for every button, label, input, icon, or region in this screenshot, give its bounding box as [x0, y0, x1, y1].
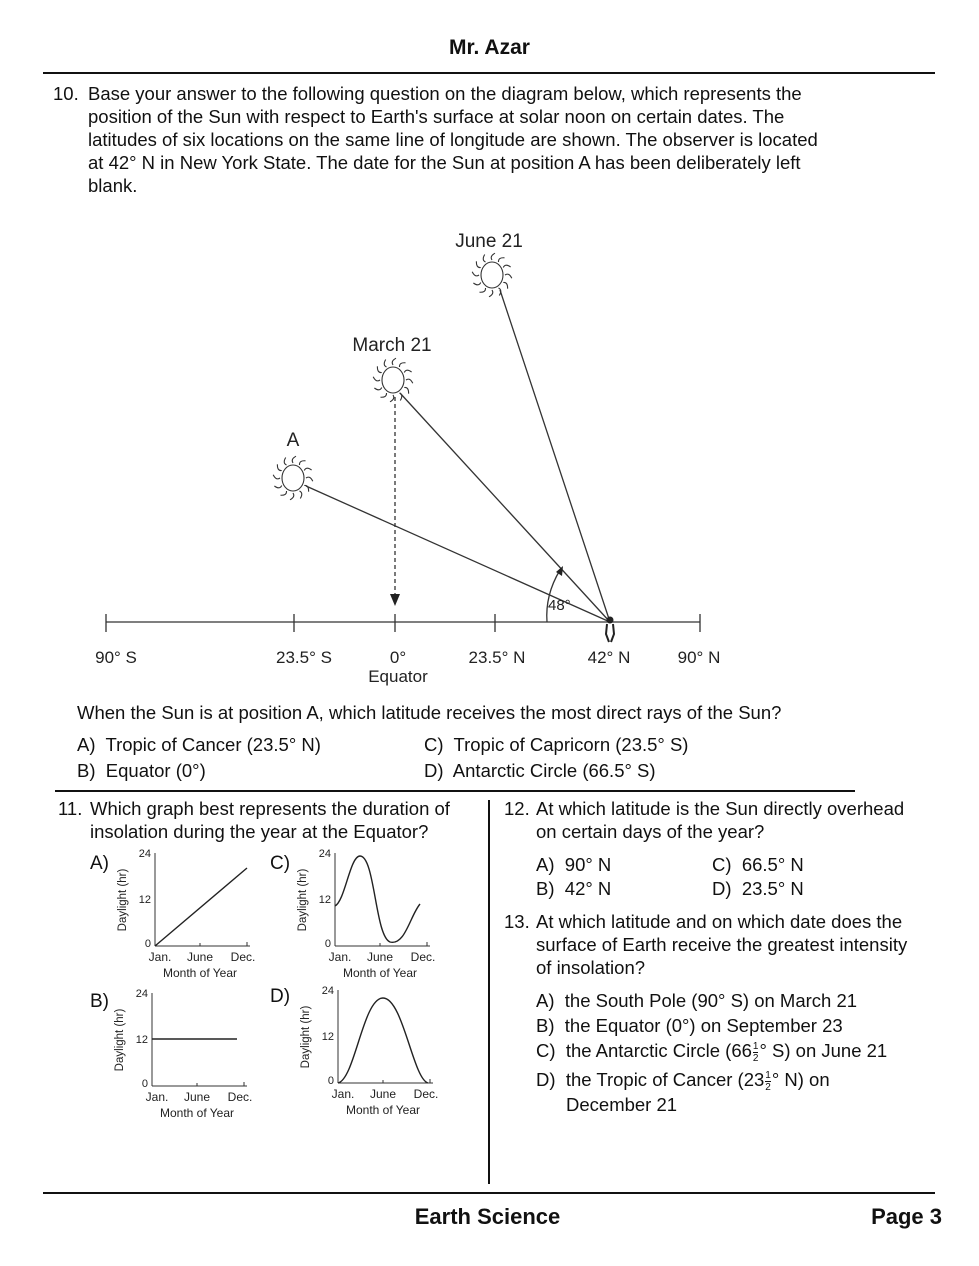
q12-option-c[interactable]: [712, 853, 804, 876]
fraction-numerator: 1: [765, 1069, 771, 1081]
option-c[interactable]: [424, 733, 688, 756]
graph-option-d[interactable]: D): [270, 986, 291, 1007]
lat-label: 23.5° N: [468, 648, 526, 667]
fraction-denominator: 2: [752, 1052, 759, 1064]
y-axis-label: Daylight (hr): [297, 868, 309, 932]
q13-option-c[interactable]: [536, 1039, 887, 1064]
y-tick-label: 24: [321, 985, 334, 997]
q12-option-d[interactable]: [712, 877, 804, 900]
question-13: [504, 910, 907, 979]
y-tick-label: 12: [321, 1031, 334, 1043]
x-axis-label: Month of Year: [162, 966, 238, 980]
option-text: 66.5° N: [741, 854, 804, 875]
y-tick-label: 24: [135, 988, 148, 1000]
y-tick-label: 0: [144, 938, 151, 950]
question-10-prompt: When the Sun is at position A, which latitude receives the most direct rays of the Sun?: [77, 702, 782, 723]
option-text: 42° N: [564, 878, 612, 899]
question-text-line: latitudes of six locations on the same line of longitude are shown. The observer is located: [88, 129, 818, 150]
option-letter: D): [712, 878, 732, 899]
q12-option-a[interactable]: [536, 853, 611, 876]
y-tick-label: 12: [135, 1034, 148, 1046]
lat-label: 90° N: [677, 648, 721, 667]
question-text-line: surface of Earth receive the greatest intensity: [536, 934, 908, 955]
option-letter: A): [77, 734, 96, 755]
option-d[interactable]: [424, 759, 656, 782]
question-number: 11.: [58, 798, 83, 819]
option-letter: A): [536, 854, 555, 875]
lat-label: 0°: [389, 648, 407, 667]
y-tick-label: 0: [327, 1075, 334, 1087]
footer-divider: [43, 1192, 935, 1194]
option-letter: B): [536, 1015, 555, 1036]
q13-option-a[interactable]: [536, 989, 857, 1012]
option-a[interactable]: [77, 733, 321, 756]
question-number: 12.: [504, 798, 530, 819]
fraction-numerator: 1: [752, 1040, 759, 1052]
y-axis-label: Daylight (hr): [117, 868, 129, 932]
x-tick-label: Jan.: [148, 950, 172, 964]
option-text: the Tropic of Cancer (23: [565, 1069, 765, 1090]
option-letter: B): [77, 760, 96, 781]
option-text: Tropic of Capricorn (23.5° S): [453, 734, 689, 755]
option-text: Equator (0°): [105, 760, 206, 781]
option-letter: C): [536, 1040, 556, 1061]
x-tick-label: Dec.: [413, 1087, 439, 1101]
sun-june21-icon: [472, 253, 512, 297]
option-text: December 21: [566, 1093, 678, 1115]
y-tick-label: 0: [324, 938, 331, 950]
fraction-denominator: 2: [765, 1081, 771, 1093]
option-text: the Antarctic Circle (66: [565, 1040, 752, 1061]
column-divider: [488, 800, 490, 1184]
graph-option-b[interactable]: B): [90, 991, 109, 1012]
question-12: [504, 797, 904, 843]
angle-label: 48°: [548, 597, 571, 614]
daylight-graph-b[interactable]: [107, 986, 257, 1121]
y-tick-label: 24: [138, 848, 151, 860]
x-tick-label: Dec.: [410, 950, 436, 964]
option-text: ° S) on June 21: [759, 1040, 888, 1061]
graph-option-a[interactable]: A): [90, 853, 109, 874]
x-tick-label: June: [186, 950, 214, 964]
y-axis-label: Daylight (hr): [300, 1005, 312, 1069]
question-11: [58, 797, 450, 843]
question-text-line: Base your answer to the following question on the diagram below, which represents the: [88, 83, 802, 104]
question-text-line: at 42° N in New York State. The date for the Sun at position A has been deliberately left: [88, 152, 801, 173]
sun-march21-icon: [373, 358, 413, 402]
option-letter: B): [536, 878, 555, 899]
q13-option-d[interactable]: [536, 1068, 830, 1116]
option-text: the Equator (0°) on September 23: [564, 1015, 843, 1036]
option-text: Tropic of Cancer (23.5° N): [105, 734, 321, 755]
sun-a-icon: [273, 456, 313, 500]
daylight-curve: [338, 998, 428, 1083]
x-tick-label: June: [369, 1087, 397, 1101]
lat-label: 42° N: [587, 648, 631, 667]
x-axis-label: Month of Year: [345, 1103, 421, 1117]
equator-label: Equator: [368, 667, 428, 686]
question-number: 10.: [53, 83, 79, 104]
x-axis-label: Month of Year: [159, 1106, 235, 1120]
sun-label-a: A: [286, 430, 300, 451]
option-text: the South Pole (90° S) on March 21: [564, 990, 858, 1011]
question-text-line: position of the Sun with respect to Earth's surface at solar noon on certain dates. The: [88, 106, 785, 127]
question-text-line: blank.: [88, 175, 138, 196]
option-text: 90° N: [564, 854, 612, 875]
option-letter: D): [424, 760, 444, 781]
y-tick-label: 0: [141, 1078, 148, 1090]
x-tick-label: Jan.: [145, 1090, 169, 1104]
option-letter: A): [536, 990, 555, 1011]
question-text-line: insolation during the year at the Equator?: [90, 821, 429, 842]
daylight-graph-a[interactable]: [110, 846, 260, 981]
option-text: ° N) on: [771, 1069, 830, 1090]
footer-subject: Earth Science: [414, 1204, 561, 1229]
question-text-line: of insolation?: [536, 957, 646, 978]
y-tick-label: 12: [138, 894, 151, 906]
graph-option-c[interactable]: C): [270, 853, 291, 874]
ray-march21: [400, 393, 610, 622]
fraction-half: [753, 1041, 759, 1064]
y-tick-label: 24: [318, 848, 331, 860]
question-text-line: At which latitude is the Sun directly overhead: [536, 798, 905, 819]
arrowhead-down: [390, 594, 400, 606]
sun-label-march21: March 21: [352, 335, 432, 356]
question-number: 13.: [504, 911, 530, 932]
y-tick-label: 12: [318, 894, 331, 906]
x-tick-label: June: [183, 1090, 211, 1104]
q13-option-b[interactable]: [536, 1014, 843, 1037]
x-tick-label: Dec.: [227, 1090, 253, 1104]
option-letter: D): [536, 1069, 556, 1090]
option-text: Antarctic Circle (66.5° S): [452, 760, 656, 781]
x-tick-label: Jan.: [331, 1087, 355, 1101]
x-tick-label: Jan.: [328, 950, 352, 964]
option-text: 23.5° N: [741, 878, 804, 899]
y-axis-label: Daylight (hr): [114, 1008, 126, 1072]
fraction-half: [765, 1070, 771, 1093]
question-text-line: Which graph best represents the duration of: [90, 798, 450, 819]
q12-option-b[interactable]: [536, 877, 611, 900]
ray-june21: [500, 290, 610, 622]
question-text-line: on certain days of the year?: [536, 821, 765, 842]
option-b[interactable]: [77, 759, 206, 782]
option-letter: C): [712, 854, 732, 875]
sun-label-june21: June 21: [455, 231, 523, 252]
section-divider: [55, 790, 855, 792]
footer-page-number: Page 3: [871, 1204, 942, 1229]
page-header-title: Mr. Azar: [449, 36, 530, 59]
daylight-graph-c[interactable]: [290, 846, 440, 981]
lat-label: 90° S: [95, 648, 137, 667]
x-tick-label: June: [366, 950, 394, 964]
daylight-curve: [335, 856, 420, 942]
daylight-graph-d[interactable]: [293, 983, 443, 1118]
daylight-curve: [155, 868, 247, 946]
question-text-line: At which latitude and on which date does the: [536, 911, 903, 932]
x-tick-label: Dec.: [230, 950, 256, 964]
lat-label: 23.5° S: [276, 648, 332, 667]
observer-icon: [606, 618, 614, 643]
x-axis-label: Month of Year: [342, 966, 418, 980]
option-letter: C): [424, 734, 444, 755]
